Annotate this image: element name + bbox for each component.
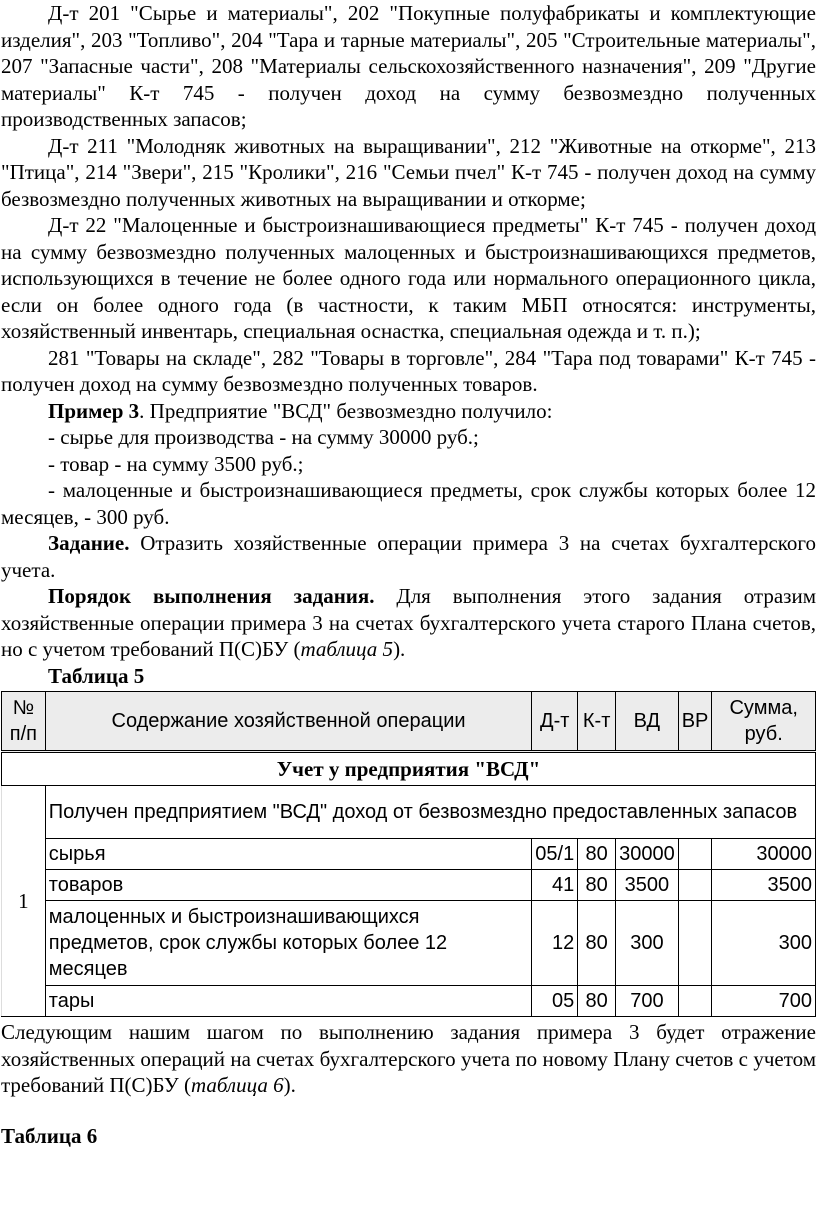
- cell-debit: 05: [532, 986, 578, 1017]
- cell-vd: 30000: [616, 839, 679, 870]
- procedure-text-end: ).: [393, 637, 406, 661]
- cell-sum: 30000: [712, 839, 816, 870]
- example-text: . Предприятие "ВСД" безвозмездно получило:: [139, 398, 553, 423]
- table-row: [2, 839, 816, 870]
- cell-debit: 05/1: [532, 839, 578, 870]
- next-step-text: Следующим нашим шагом по выполнению задания примера 3 будет отражение хозяйственных операций на счетах бухгалтерского учета по новому Плану счетов с учетом требований П(С)БУ (: [1, 1020, 816, 1097]
- example-label: Пример 3: [48, 398, 140, 423]
- paragraph-account-22: Д-т 22 "Малоценные и быстроизнашивающиеся предметы" К-т 745 - получен доход на сумму безвозмездно полученных малоценных и быстроизнашивающихся предметов, использующихся в течение не более одного года или нормального операционного цикла, если он более одного года (в частности, к таким МБП относятся: инструменты, хозяйственный инвентарь, специальная оснастка, специальная одежда и т. п.);: [1, 213, 816, 343]
- cell-sum: 3500: [712, 870, 816, 901]
- header-sum: Сумма, руб.: [712, 692, 816, 752]
- header-vr: ВР: [678, 692, 712, 752]
- paragraph-accounts-211: Д-т 211 "Молодняк животных на выращивании", 212 "Животные на откорме", 213 "Птица", 214 "Звери", 215 "Кролики", 216 "Семьи пчел" К-т 745 - получен доход на сумму безвозмездно полученных животных на выращивании и откорме;: [1, 133, 816, 211]
- spacer: [1, 1099, 816, 1123]
- cell-vr: [678, 839, 712, 870]
- paragraph-accounts-281: 281 "Товары на складе", 282 "Товары в торговле", 284 "Тара под товарами" К-т 745 - получен доход на сумму безвозмездно полученных товаров.: [1, 345, 816, 396]
- example-paragraph: [1, 398, 816, 425]
- header-vd: ВД: [616, 692, 679, 752]
- header-num: № п/п: [2, 692, 46, 752]
- task-paragraph: [1, 530, 816, 583]
- cell-sum: 700: [712, 986, 816, 1017]
- procedure-label: Порядок выполнения задания.: [48, 584, 375, 608]
- cell-debit: 12: [532, 901, 578, 986]
- procedure-text: Для выполнения этого задания отразим хозяйственные операции примера 3 на счетах бухгалтерского учета старого Плана счетов, но с учетом требований П(С)БУ (: [1, 584, 816, 661]
- procedure-paragraph: [1, 583, 816, 663]
- example-item: - сырье для производства - на сумму 30000 руб.;: [48, 425, 479, 449]
- table-reference: таблица 5: [300, 637, 394, 661]
- task-text: Отразить хозяйственные операции примера 3 на счетах бухгалтерского учета.: [1, 531, 816, 582]
- header-credit: К-т: [578, 692, 616, 752]
- table-row: [2, 901, 816, 986]
- table-section-row: [2, 752, 816, 786]
- cell-credit: 80: [578, 986, 616, 1017]
- cell-vr: [678, 901, 712, 986]
- section-title: Учет у предприятия "ВСД": [2, 752, 816, 786]
- cell-content: малоценных и быстроизнашивающихся предметов, срок службы которых более 12 месяцев: [45, 901, 531, 986]
- cell-vr: [678, 986, 712, 1017]
- table-header-row: [2, 692, 816, 752]
- cell-credit: 80: [578, 870, 616, 901]
- cell-content: сырья: [45, 839, 531, 870]
- table-row: [2, 986, 816, 1017]
- table-row: [2, 870, 816, 901]
- cell-credit: 80: [578, 839, 616, 870]
- task-label: Задание.: [48, 531, 130, 555]
- cell-vr: [678, 870, 712, 901]
- example-item: - товар - на сумму 3500 руб.;: [48, 451, 304, 476]
- cell-debit: 41: [532, 870, 578, 901]
- cell-content: товаров: [45, 870, 531, 901]
- cell-content: тары: [45, 986, 531, 1017]
- cell-vd: 300: [616, 901, 679, 986]
- example-item: - малоценные и быстроизнашивающиеся предметы, срок службы которых более 12 месяцев, - 300 руб.: [1, 478, 816, 529]
- table-row: [2, 786, 816, 839]
- next-step-paragraph: [1, 1019, 816, 1099]
- cell-credit: 80: [578, 901, 616, 986]
- table-caption: Таблица 6: [1, 1123, 98, 1148]
- cell-vd: 700: [616, 986, 679, 1017]
- cell-vd: 3500: [616, 870, 679, 901]
- table-reference: таблица 6: [190, 1073, 284, 1097]
- accounting-table: [1, 691, 816, 1017]
- header-debit: Д-т: [532, 692, 578, 752]
- row-index: 1: [2, 786, 46, 1017]
- paragraph-accounts-201: Д-т 201 "Сырье и материалы", 202 "Покупные полуфабрикаты и комплектующие изделия", 203 "Топливо", 204 "Тара и тарные материалы", 205 "Строительные материалы", 207 "Запасные части", 208 "Материалы сельскохозяйственного назначения", 209 "Другие материалы" К-т 745 - получен доход на сумму безвозмездно полученных производственных запасов;: [1, 1, 816, 131]
- table-caption: Таблица 5: [48, 663, 145, 688]
- cell-sum: 300: [712, 901, 816, 986]
- next-step-text-end: ).: [283, 1073, 296, 1097]
- group-title: Получен предприятием "ВСД" доход от безвозмездно предоставленных запасов: [45, 786, 815, 839]
- header-content: Содержание хозяйственной операции: [45, 692, 531, 752]
